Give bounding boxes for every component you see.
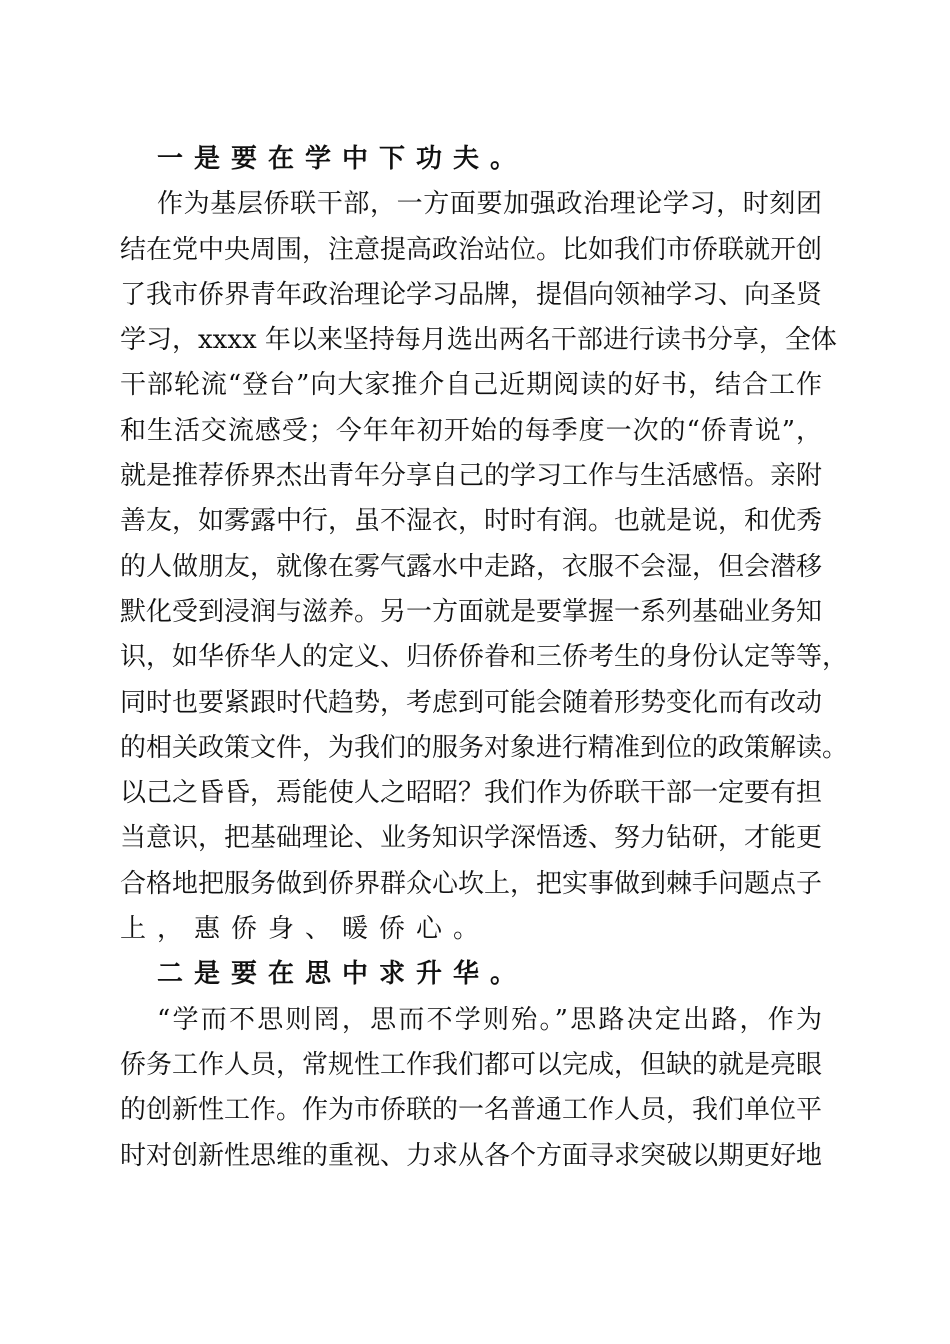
paragraph-line: 结在党中央周围，注意提高政治站位。比如我们市侨联就开创: [120, 234, 823, 265]
section-heading: 二是要在思中求升华。: [157, 959, 528, 990]
paragraph-line: 善友，如雾露中行，虽不湿衣，时时有润。也就是说，和优秀: [120, 506, 823, 537]
paragraph-line: 干部轮流“登台”向大家推介自己近期阅读的好书，结合工作: [120, 370, 822, 401]
paragraph-line: 侨务工作人员，常规性工作我们都可以完成，但缺的就是亮眼: [120, 1049, 823, 1080]
paragraph-first-line: “学而不思则罔，思而不学则殆。”思路决定出路，作为: [157, 1004, 822, 1035]
document-page: [120, 137, 849, 1179]
paragraph-line: 就是推荐侨界杰出青年分享自己的学习工作与生活感悟。亲附: [120, 461, 823, 492]
paragraph-line: 同时也要紧跟时代趋势，考虑到可能会随着形势变化而有改动: [120, 687, 823, 718]
paragraph-first-line: 作为基层侨联干部，一方面要加强政治理论学习，时刻团: [157, 189, 822, 220]
paragraph-line: 默化受到浸润与滋养。另一方面就是要掌握一系列基础业务知: [120, 596, 823, 627]
paragraph-line: 以己之昏昏，焉能使人之昭昭？我们作为侨联干部一定要有担: [120, 778, 823, 809]
paragraph-last-line: 上，惠侨身、暖侨心。: [120, 914, 491, 945]
paragraph-line: 了我市侨界青年政治理论学习品牌，提倡向领袖学习、向圣贤: [120, 279, 823, 310]
paragraph-line: 学习，xxxx 年以来坚持每月选出两名干部进行读书分享，全体: [120, 325, 837, 356]
section-heading: 一是要在学中下功夫。: [157, 144, 528, 174]
paragraph-line: 时对创新性思维的重视、力求从各个方面寻求突破以期更好地: [120, 1140, 823, 1171]
paragraph-line: 当意识，把基础理论、业务知识学深悟透、努力钻研，才能更: [120, 823, 823, 854]
paragraph-line: 和生活交流感受；今年年初开始的每季度一次的“侨青说”，: [120, 415, 822, 446]
paragraph-line: 的相关政策文件，为我们的服务对象进行精准到位的政策解读。: [120, 732, 849, 763]
paragraph-line: 识，如华侨华人的定义、归侨侨眷和三侨考生的身份认定等等，: [120, 642, 849, 673]
paragraph-line: 的创新性工作。作为市侨联的一名普通工作人员，我们单位平: [120, 1095, 823, 1126]
paragraph-line: 的人做朋友，就像在雾气露水中走路，衣服不会湿，但会潜移: [120, 551, 823, 582]
paragraph-line: 合格地把服务做到侨界群众心坎上，把实事做到棘手问题点子: [120, 868, 823, 899]
